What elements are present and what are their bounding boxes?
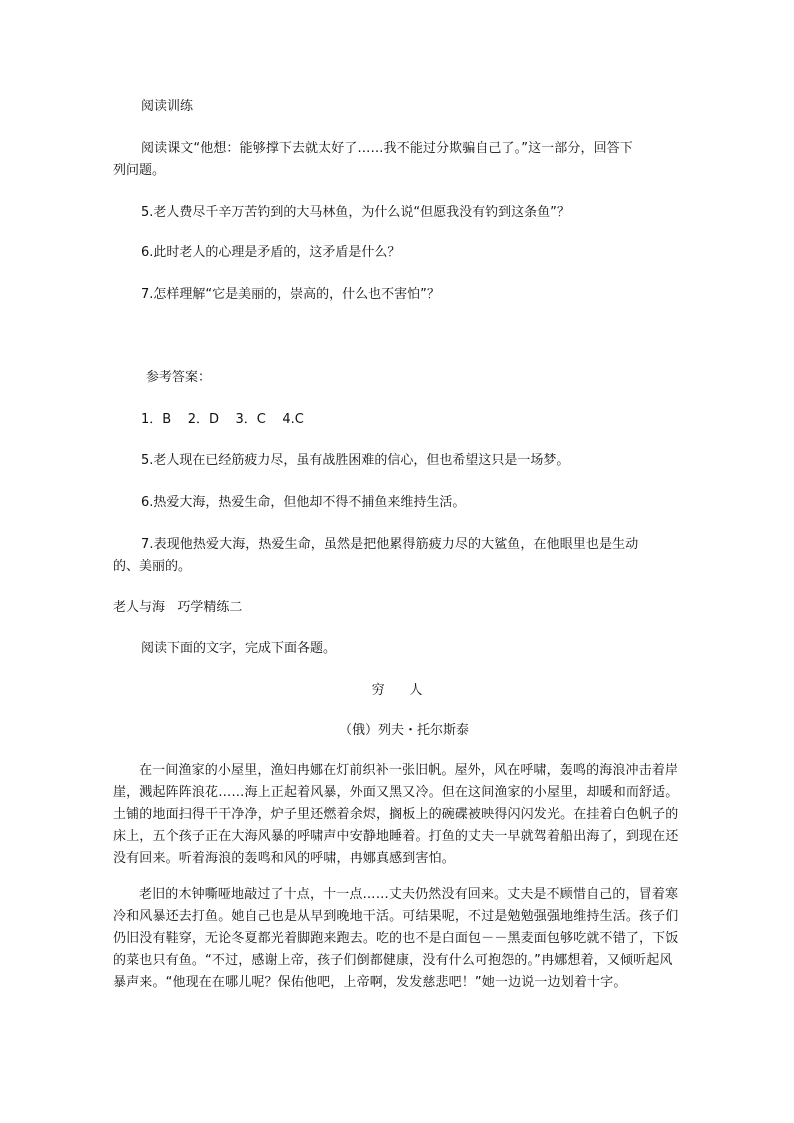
- answer-5: 5.老人现在已经筋疲力尽，虽有战胜困难的信心，但也希望这只是一场梦。: [141, 453, 570, 468]
- question-5: 5.老人费尽千辛万苦钓到的大马林鱼，为什么说“但愿我没有钓到这条鱼”？: [141, 205, 570, 220]
- question-6: 6.此时老人的心理是矛盾的，这矛盾是什么？: [141, 245, 401, 260]
- answer-6: 6.热爱大海，热爱生命，但他却不得不捕鱼来维持生活。: [141, 495, 466, 510]
- answer-7-line1: 7.表现他热爱大海，热爱生命，虽然是把他累得筋疲力尽的大鲨鱼，在他眼里也是生动: [141, 537, 639, 552]
- answers-choice-line: 1．B 2．D 3．C 4.C: [141, 412, 304, 427]
- story-author: （俄）列夫・托尔斯泰: [338, 723, 469, 738]
- story-title: 穷 人: [371, 683, 423, 698]
- practice-instruction-line2: 列问题。: [113, 163, 166, 178]
- section-instruction: 阅读下面的文字，完成下面各题。: [141, 641, 337, 656]
- answers-heading: 参考答案：: [146, 370, 212, 385]
- section-title: 老人与海 巧学精练二: [113, 600, 243, 615]
- story-paragraph-1: 在一间渔家的小屋里，渔妇冉娜在灯前织补一张旧帆。屋外，风在呼啸，轰鸣的海浪冲击着岸崖，溅起阵阵浪花……海上正起着风暴，外面又黑又冷。但在这间渔家的小屋里，却暖和而舒适。土铺的地面扫得干干净净，炉子里还燃着余烬，搁板上的碗碟被映得闪闪发光。在挂着白色帆子的床上，五个孩子正在大海风暴的呼啸声中安静地睡着。打鱼的丈夫一早就驾着船出海了，到现在还没有回来。听着海浪的轰鸣和风的呼啸，冉娜真感到害怕。: [113, 763, 679, 866]
- practice-heading: 阅读训练: [141, 99, 194, 114]
- practice-instruction-line1: 阅读课文“他想：能够撑下去就太好了……我不能过分欺骗自己了。”这一部分，回答下: [141, 141, 633, 156]
- question-7: 7.怎样理解“它是美丽的，崇高的，什么也不害怕”？: [141, 287, 440, 302]
- story-paragraph-2: 老旧的木钟嘶哑地敲过了十点，十一点……丈夫仍然没有回来。丈夫是不顾惜自己的，冒着寒冷和风暴还去打鱼。她自己也是从早到晚地干活。可结果呢，不过是勉勉强强地维持生活。孩子们仍旧没有鞋穿，无论冬夏都光着脚跑来跑去。吃的也不是白面包－－黑麦面包够吃就不错了，下饭的菜也只有鱼。“不过，感谢上帝，孩子们倒都健康，没有什么可抱怨的。”冉娜想着，又倾听起风暴声来。“他现在在哪儿呢？保佑他吧，上帝啊，发发慈悲吧！”她一边说一边划着十字。: [113, 887, 679, 990]
- answer-7-line2: 的、美丽的。: [113, 559, 192, 574]
